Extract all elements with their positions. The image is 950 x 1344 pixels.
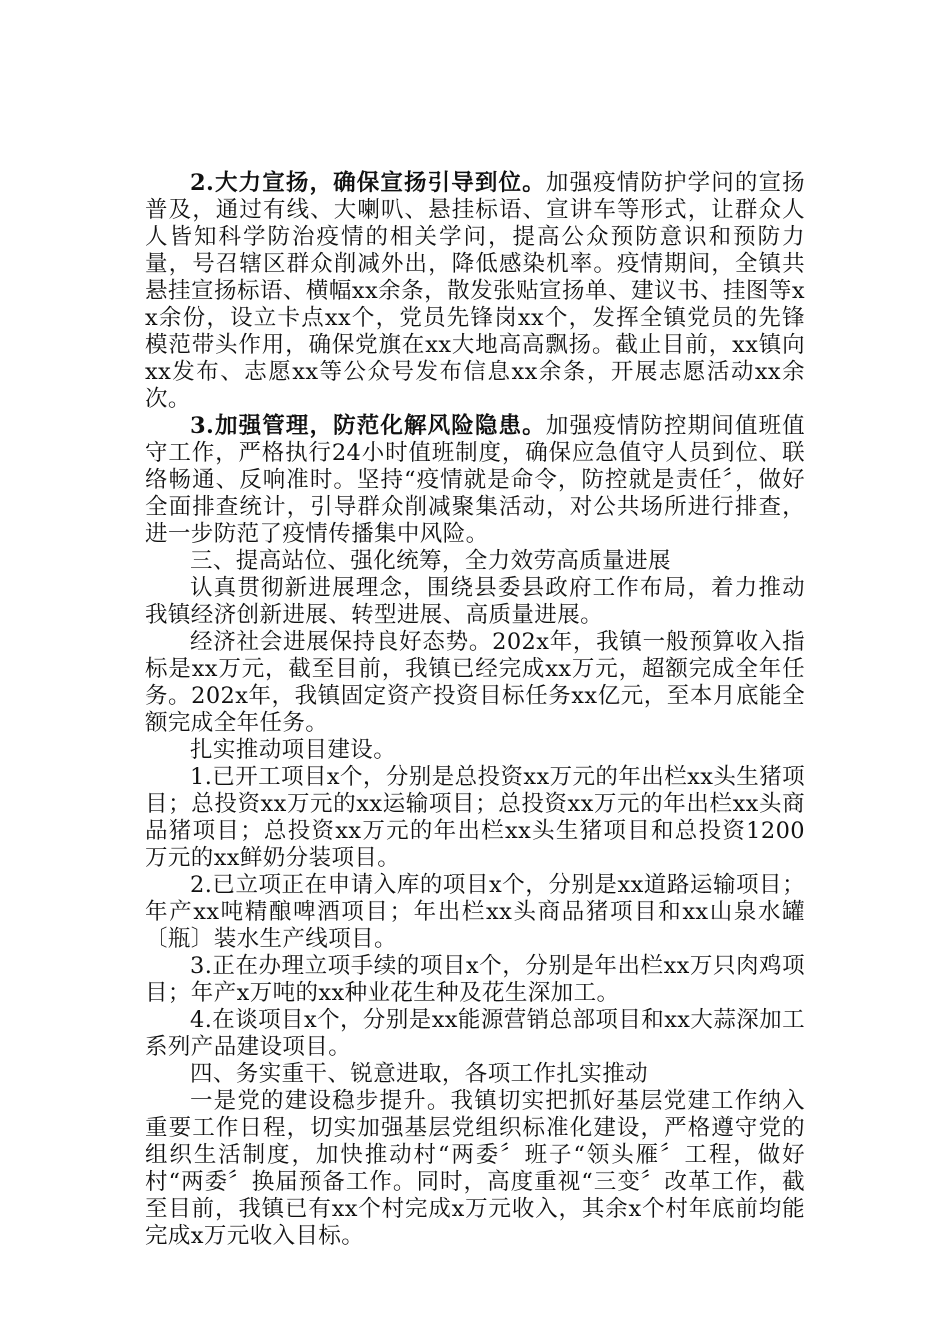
- paragraph-projects-negotiation: [145, 1007, 805, 1061]
- paragraph-body: 扎实推动项目建设。: [190, 737, 397, 763]
- paragraph-management: [145, 413, 805, 548]
- paragraph-body: 加强疫情防护学问的宣扬普及，通过有线、大喇叭、悬挂标语、宣讲车等形式，让群众人人皆知科学防治疫情的相关学问，提高公众预防意识和预防力量，号召辖区群众削减外出，降低感染机率。疫情期间，全镇共悬挂宣扬标语、横幅xx余条，散发张贴宣扬单、建议书、挂图等xx余份，设立卡点xx个，党员先锋岗xx个，发挥全镇党员的先锋模范带头作用，确保党旗在xx大地高高飘扬。截止目前，xx镇向xx发布、志愿xx等公众号发布信息xx余条，开展志愿活动xx余次。: [145, 170, 805, 412]
- paragraph-body: 加强疫情防控期间值班值守工作，严格执行24小时值班制度，确保应急值守人员到位、联络畅通、反响准时。坚持“疫情就是命令，防控就是责任〞，做好全面排查统计，引导群众削减聚集活动，对公共场所进行排查，进一步防范了疫情传播集中风险。: [145, 413, 805, 547]
- paragraph-projects-approved: [145, 872, 805, 953]
- paragraph-body: 3.正在办理立项手续的项目x个，分别是年出栏xx万只肉鸡项目；年产x万吨的xx种业花生种及花生深加工。: [145, 953, 805, 1006]
- paragraph-party-building: [145, 1088, 805, 1250]
- paragraph-body: 认真贯彻新进展理念，围绕县委县政府工作布局，着力推动我镇经济创新进展、转型进展、高质量进展。: [145, 575, 805, 628]
- paragraph-projects-started: [145, 764, 805, 872]
- paragraph-body: 4.在谈项目x个，分别是xx能源营销总部项目和xx大蒜深加工系列产品建设项目。: [145, 1007, 805, 1060]
- paragraph-heading: 2.大力宣扬，确保宣扬引导到位。: [190, 170, 546, 196]
- paragraph-body: 2.已立项正在申请入库的项目x个，分别是xx道路运输项目；年产xx吨精酿啤酒项目；年出栏xx头商品猪项目和xx山泉水罐〔瓶〕装水生产线项目。: [145, 872, 805, 952]
- paragraph-projects-pending: [145, 953, 805, 1007]
- paragraph-body: 三、提高站位、强化统筹，全力效劳高质量进展: [190, 548, 671, 574]
- paragraph-body: 四、务实重干、锐意进取，各项工作扎实推动: [190, 1061, 649, 1087]
- paragraph-publicity: [145, 170, 805, 413]
- paragraph-body: 经济社会进展保持良好态势。202x年，我镇一般预算收入指标是xx万元，截至目前，我镇已经完成xx万元，超额完成全年任务。202x年，我镇固定资产投资目标任务xx亿元，至本月底能全额完成全年任务。: [145, 629, 805, 736]
- document-page: [145, 170, 805, 1250]
- paragraph-heading: 3.加强管理，防范化解风险隐患。: [190, 413, 546, 439]
- paragraph-projects-intro: [145, 737, 805, 764]
- paragraph-body: 1.已开工项目x个，分别是总投资xx万元的年出栏xx头生猪项目；总投资xx万元的xx运输项目；总投资xx万元的年出栏xx头商品猪项目；总投资xx万元的年出栏xx头生猪项目和总投资1200万元的xx鲜奶分装项目。: [145, 764, 805, 871]
- paragraph-economy: [145, 629, 805, 737]
- paragraph-body: 一是党的建设稳步提升。我镇切实把抓好基层党建工作纳入重要工作日程，切实加强基层党组织标准化建设，严格遵守党的组织生活制度，加快推动村“两委〞班子“领头雁〞工程，做好村“两委〞换届预备工作。同时，高度重视“三变〞改革工作，截至目前，我镇已有xx个村完成x万元收入，其余x个村年底前均能完成x万元收入目标。: [145, 1088, 805, 1249]
- paragraph-development-concept: [145, 575, 805, 629]
- section-heading-four: [145, 1061, 805, 1088]
- section-heading-three: [145, 548, 805, 575]
